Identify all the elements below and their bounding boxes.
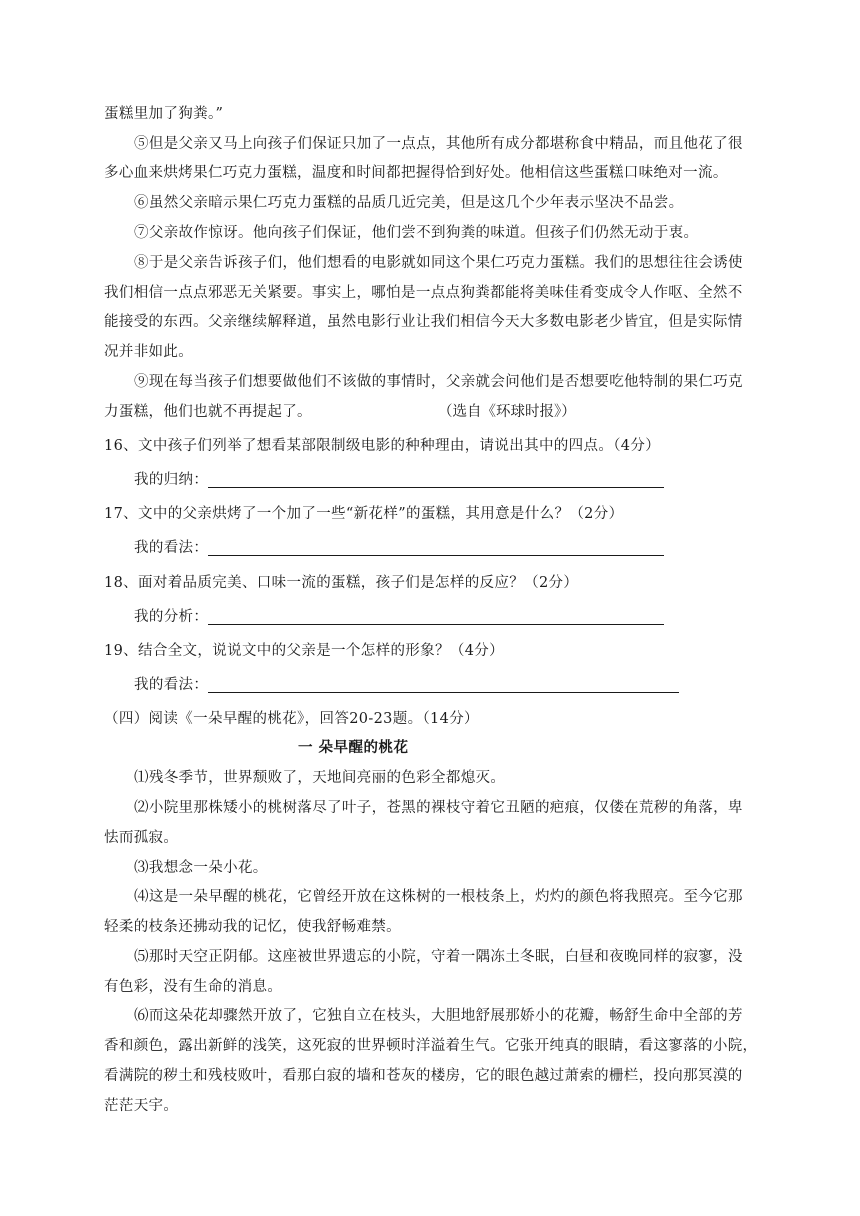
article-line: 轻柔的枝条还拂动我的记忆，使我舒畅难禁。: [104, 919, 401, 935]
article-line: 看满院的秽土和残枝败叶，看那白寂的墙和苍灰的楼房，它的眼色越过萧索的栅栏，投向那冥漠的: [104, 1068, 743, 1084]
question-17: 17、文中的父亲烘烤了一个加了一些“新花样”的蛋糕，其用意是什么？（2分）: [104, 506, 624, 522]
question-16: 16、文中孩子们列举了想看某部限制级电影的种种理由，请说出其中的四点。（4分）: [104, 438, 661, 454]
article-line: 怯而孤寂。: [104, 830, 179, 846]
question-19: 19、结合全文，说说文中的父亲是一个怎样的形象？（4分）: [104, 643, 504, 659]
passage-paragraph-8: ⑧于是父亲告诉孩子们，他们想看的电影就如同这个果仁巧克力蛋糕。我们的思想往往会诱使: [134, 255, 743, 271]
article-paragraph-4: ⑷这是一朵早醒的桃花，它曾经开放在这株树的一根枝条上，灼灼的颜色将我照亮。至今它那: [134, 889, 743, 905]
answer-line[interactable]: [208, 487, 664, 488]
article-line: 有色彩，没有生命的消息。: [104, 979, 283, 995]
passage-line: 能接受的东西。父亲继续解释道，虽然电影行业让我们相信今天大多数电影老少皆宜，但是实际情: [104, 314, 743, 330]
article-line: 茫茫天宇。: [104, 1098, 179, 1114]
passage-line: 多心血来烘烤果仁巧克力蛋糕，温度和时间都把握得恰到好处。他相信这些蛋糕口味绝对一流。: [104, 165, 728, 181]
answer-line[interactable]: [208, 555, 664, 556]
source-citation: （选自《环球时报》）: [438, 404, 576, 420]
question-18: 18、面对着品质完美、口味一流的蛋糕，孩子们是怎样的反应？（2分）: [104, 575, 579, 591]
passage-paragraph-6: ⑥虽然父亲暗示果仁巧克力蛋糕的品质几近完美，但是这几个少年表示坚决不品尝。: [134, 195, 684, 211]
answer-line[interactable]: [208, 692, 679, 693]
answer-label: 我的看法：: [134, 540, 209, 556]
article-paragraph-5: ⑸那时天空正阴郁。这座被世界遗忘的小院，守着一隅冻土冬眠，白昼和夜晚同样的寂寥，没: [134, 949, 743, 965]
passage-paragraph-5: ⑤但是父亲又马上向孩子们保证只加了一点点，其他所有成分都堪称食中精品，而且他花了很: [134, 136, 743, 152]
article-paragraph-2: ⑵小院里那株矮小的桃树落尽了叶子，苍黑的裸枝守着它丑陋的疤痕，仅偻在荒秽的角落，卑: [134, 800, 743, 816]
answer-label: 我的看法：: [134, 677, 209, 693]
article-paragraph-6: ⑹而这朵花却骤然开放了，它独自立在枝头，大胆地舒展那娇小的花瓣，畅舒生命中全部的芳: [134, 1008, 743, 1024]
passage-line: 我们相信一点点邪恶无关紧要。事实上，哪怕是一点点狗粪都能将美味佳肴变成令人作呕、全然不: [104, 285, 743, 301]
section-heading: （四）阅读《一朵早醒的桃花》，回答20-23题。（14分）: [104, 711, 479, 727]
answer-label: 我的归纳：: [134, 472, 209, 488]
article-title: 一 朵早醒的桃花: [298, 739, 409, 756]
passage-line: 力蛋糕，他们也就不再提起了。: [104, 404, 312, 420]
passage-paragraph-9: ⑨现在每当孩子们想要做他们不该做的事情时，父亲就会问他们是否想要吃他特制的果仁巧克: [134, 374, 743, 390]
passage-line: 蛋糕里加了狗粪。”: [104, 106, 224, 122]
answer-line[interactable]: [208, 624, 664, 625]
passage-line: 况并非如此。: [104, 344, 194, 360]
article-line: 香和颜色，露出新鲜的浅笑，这死寂的世界顿时洋溢着生气。它张开纯真的眼睛，看这寥落的小院，: [104, 1038, 758, 1054]
article-paragraph-3: ⑶我想念一朵小花。: [134, 860, 268, 876]
article-paragraph-1: ⑴残冬季节，世界颓败了，天地间亮丽的色彩全都熄灭。: [134, 770, 506, 786]
passage-paragraph-7: ⑦父亲故作惊讶。他向孩子们保证，他们尝不到狗粪的味道。但孩子们仍然无动于衷。: [134, 225, 699, 241]
answer-label: 我的分析：: [134, 609, 209, 625]
